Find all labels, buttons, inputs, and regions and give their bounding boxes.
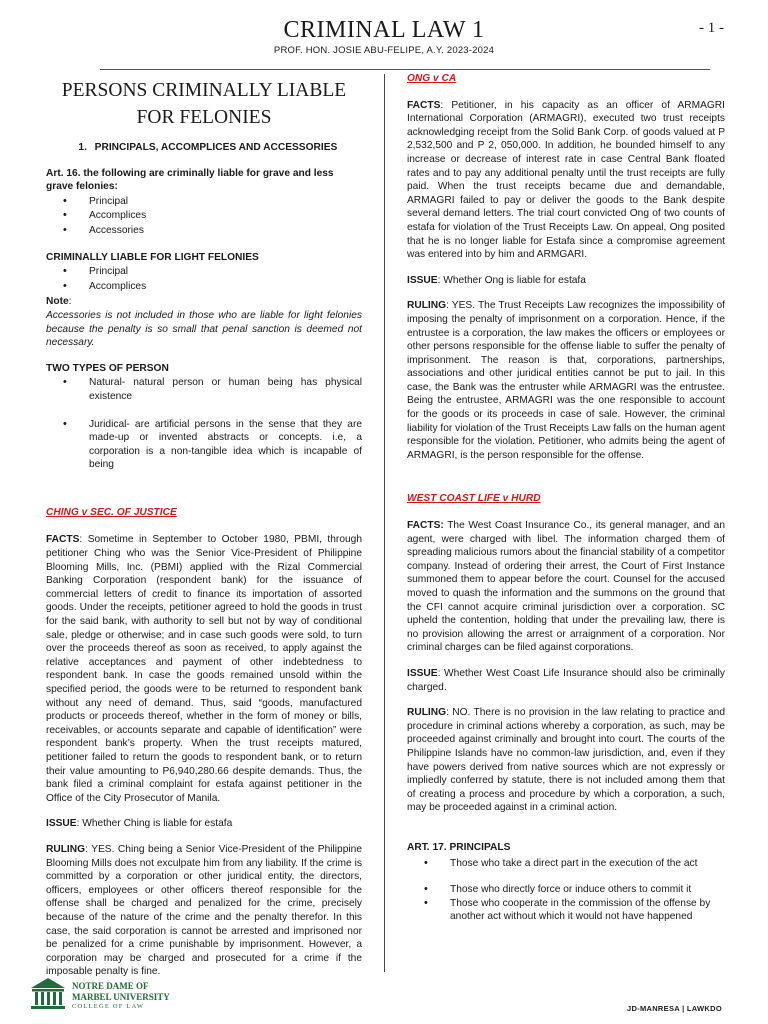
issue-label: ISSUE	[46, 818, 77, 830]
logo-line-1: NOTRE DAME OF	[72, 981, 149, 991]
logo-line-3: COLLEGE OF LAW	[72, 1003, 145, 1010]
issue-label: ISSUE	[407, 667, 438, 679]
list-item: • Accomplices	[46, 209, 362, 223]
footer-credit: JD-MANRESA | LAWKDO	[626, 1004, 722, 1013]
ruling-text: : YES. Ching being a Senior Vice-President of the Philippine Blooming Mills does not exculpate him from any liability. If the crime is committed by a corporation or other juridical entity, the directors, officers, employees or other officers thereof responsible for the offense shall be charged and penalized for the crime, precisely because of the nature of the crime and the penalty therefor. In this case, the said corporation is cannot be arrested and imprisoned nor be penalized for a crime punishable by imprisonment. However, a corporation may be charged and prosecuted for a crime if the imposable penalty is fine.	[46, 843, 362, 978]
issue-text: : Whether Ong is liable for estafa	[437, 274, 586, 286]
case-title-ong: ONG v CA	[407, 73, 457, 84]
document-title: CRIMINAL LAW 1	[283, 17, 485, 43]
art17-list	[407, 857, 725, 924]
ching-issue	[46, 817, 362, 831]
section-title-line-1: PERSONS CRIMINALLY LIABLE	[61, 80, 347, 101]
university-logo	[30, 975, 190, 1015]
west-coast-issue	[407, 667, 725, 694]
ruling-text: : YES. The Trust Receipts Law recognizes the impossibility of imposing the penalty of imprisonment on a corporation. Hence, if the entrustee is a corporation, the law makes the officers or employees or other persons responsible for the offense liable to suffer the penalty of imprisonment. The reason is that, corporations, partnerships, associations and other juridical entities cannot be put to jail. In this case, the Bank was the entruster while ARMAGRI was the entrustee. Being the entrustee, ARMAGRI was the one responsible to account for the goods or its proceeds in case of sale. However, the criminal liability for violation of the Trust Receipts Law falls on the human agent responsible for the violation. Petitioner, who admits being the agent of ARMAGRI, is the person responsible for the offense.	[407, 300, 725, 461]
art17-heading: ART. 17. PRINCIPALS	[407, 841, 511, 853]
numbered-heading-number: 1.	[78, 142, 87, 153]
art16-text: Art. 16. the following are criminally liable for grave and less grave felonies:	[46, 167, 334, 193]
list-item: • Principal	[46, 195, 362, 209]
ong-facts	[407, 99, 725, 262]
list-item: • Accomplices	[46, 280, 362, 294]
ruling-label: RULING	[407, 300, 447, 312]
note-text: Accessories is not included in those who are liable for light felonies because the penalty is so small that penal sanction is deemed not necessary.	[46, 309, 362, 349]
facts-label: FACTS:	[407, 520, 444, 532]
note-heading	[46, 295, 362, 309]
ong-issue	[407, 274, 725, 288]
section-title-line-2: FOR FELONIES	[136, 107, 272, 128]
logo-line-2: MARBEL UNIVERSITY	[72, 992, 170, 1002]
document-subtitle: PROF. HON. JOSIE ABU-FELIPE, A.Y. 2023-2024	[273, 45, 495, 56]
west-coast-facts	[407, 519, 725, 655]
issue-text: : Whether Ching is liable for estafa	[76, 818, 233, 830]
facts-text: : Petitioner, in his capacity as an officer of ARMAGRI International Corporation (ARMAGRI), executed two trust receipts acknowledging receipt from the Solid Bank Corp. of goods valued at P 2,532,500 and P 2, 050,000. In addition, he bounded himself to any increase or decrease of interest rate in case Central Bank floated rates and to pay any additional penalty until the trust receipts are fully paid. When the trust receipts became due and demandable, ARMAGRI failed to pay or deliver the goods to the Bank despite several demand letters. The trial court convicted Ong of two counts of estafa for violation of the Trust Receipts Law. On appeal, Ong posited that he is no longer liable for Estafa since a compromise agreement was entered into by him and ARMGARI.	[407, 99, 725, 261]
facts-label: FACTS	[46, 534, 80, 546]
west-coast-ruling	[407, 706, 725, 815]
list-item: • Juridical- are artificial persons in the sense that they are made-up or invented abstracts or concepts. i.e, a corporation is a non-tangible idea which is incapable of being	[46, 418, 362, 472]
ruling-text: : NO. There is no provision in the law relating to practice and procedure in criminal actions whereby a corporation, as such, may be proceeded against criminally and brought into court. The courts of the Philippine Islands have no common-law jurisdiction, and, even if they have powers derived from native sources which are not expressly or impliedly conferred by statute, there is not included among them that of creating a process and procedure by which a corporation, a such, may be proceeded against in a criminal action.	[407, 707, 725, 814]
list-item: • Principal	[46, 265, 362, 279]
section-title	[46, 77, 362, 131]
numbered-heading-text: PRINCIPALS, ACCOMPLICES AND ACCESSORIES	[94, 142, 338, 153]
numbered-heading	[46, 141, 362, 155]
list-item: • Natural- natural person or human being has physical existence	[46, 376, 362, 403]
ruling-label: RULING	[407, 707, 447, 719]
note-label: Note	[46, 296, 69, 308]
facts-text: The West Coast Insurance Co., its general manager, and an agent, were charged with libel. The information charged them of spreading malicious rumors about the financial stability of a competitor company. Instead of ordering their arrest, the Court of First Instance summoned them to appear before the court. Counsel for the accused moved to quash the information and the summons on the ground that the CFI cannot acquire criminal jurisdiction over a corporation. SC upheld the contention, holding that under the prevailing law, there is no provision allowing the arrest or arraignment of a corporation. Nor criminal charges can be filed against corporations.	[407, 520, 725, 654]
column-divider	[384, 74, 385, 972]
person-types-list	[46, 376, 362, 472]
ruling-label: RULING	[46, 843, 86, 855]
header-divider	[100, 69, 710, 70]
list-item: • Accessories	[46, 224, 362, 238]
facts-label: FACTS	[407, 99, 441, 111]
list-item: • Those who cooperate in the commission of the offense by another act without which it would not have happened	[407, 897, 725, 924]
page-number: - 1 -	[699, 20, 724, 36]
issue-text: : Whether West Coast Life Insurance should also be criminally charged.	[407, 667, 725, 693]
case-title-west-coast: WEST COAST LIFE v HURD	[407, 493, 541, 505]
ching-facts	[46, 533, 362, 805]
right-column	[407, 72, 725, 924]
note-colon: :	[68, 296, 72, 308]
left-column	[46, 72, 362, 979]
university-building-icon	[30, 977, 66, 1011]
facts-text: : Sometime in September to October 1980, PBMI, through petitioner Ching who was the Senior Vice-President of Philippine Blooming Mills, Inc. (PBMI) applied with the Rizal Commercial Banking Corporation (respondent bank) for the issuance of commercial letters of credit to finance its importation of assorted goods. Under the receipts, petitioner agreed to hold the goods in trust for the said bank, with authority to sell but not by way of conditional sale, pledge or otherwise; and in case such goods were sold, to turn over the proceeds thereof as soon as received, to apply against the relative acceptances and payment of other indebtedness to respondent bank. In case the goods remained unsold within the specified period, the goods were to be returned to respondent bank without any need of demand. Thus, said “goods, manufactured products or proceeds thereof, whether in the form of money or bills, receivables, or accounts separate and capable of identification” were respondent bank’s property. When the trust receipts matured, petitioner failed to return the goods to respondent bank, or to return their value amounting to P6,940,280.66 despite demands. Thus, the bank filed a criminal complaint for estafa against petitioner in the Office of the City Prosecutor of Manila.	[46, 534, 362, 804]
issue-label: ISSUE	[407, 274, 438, 286]
list-item: • Those who directly force or induce others to commit it	[407, 883, 725, 897]
list-item: • Those who take a direct part in the execution of the act	[407, 857, 725, 871]
light-felonies-heading: CRIMINALLY LIABLE FOR LIGHT FELONIES	[46, 251, 259, 263]
ong-ruling	[407, 299, 725, 462]
light-felonies-list	[46, 265, 362, 293]
ching-ruling	[46, 843, 362, 979]
case-title-ching: CHING v SEC. OF JUSTICE	[46, 506, 177, 518]
person-types-heading: TWO TYPES OF PERSON	[46, 362, 169, 374]
art16-list	[46, 195, 362, 238]
